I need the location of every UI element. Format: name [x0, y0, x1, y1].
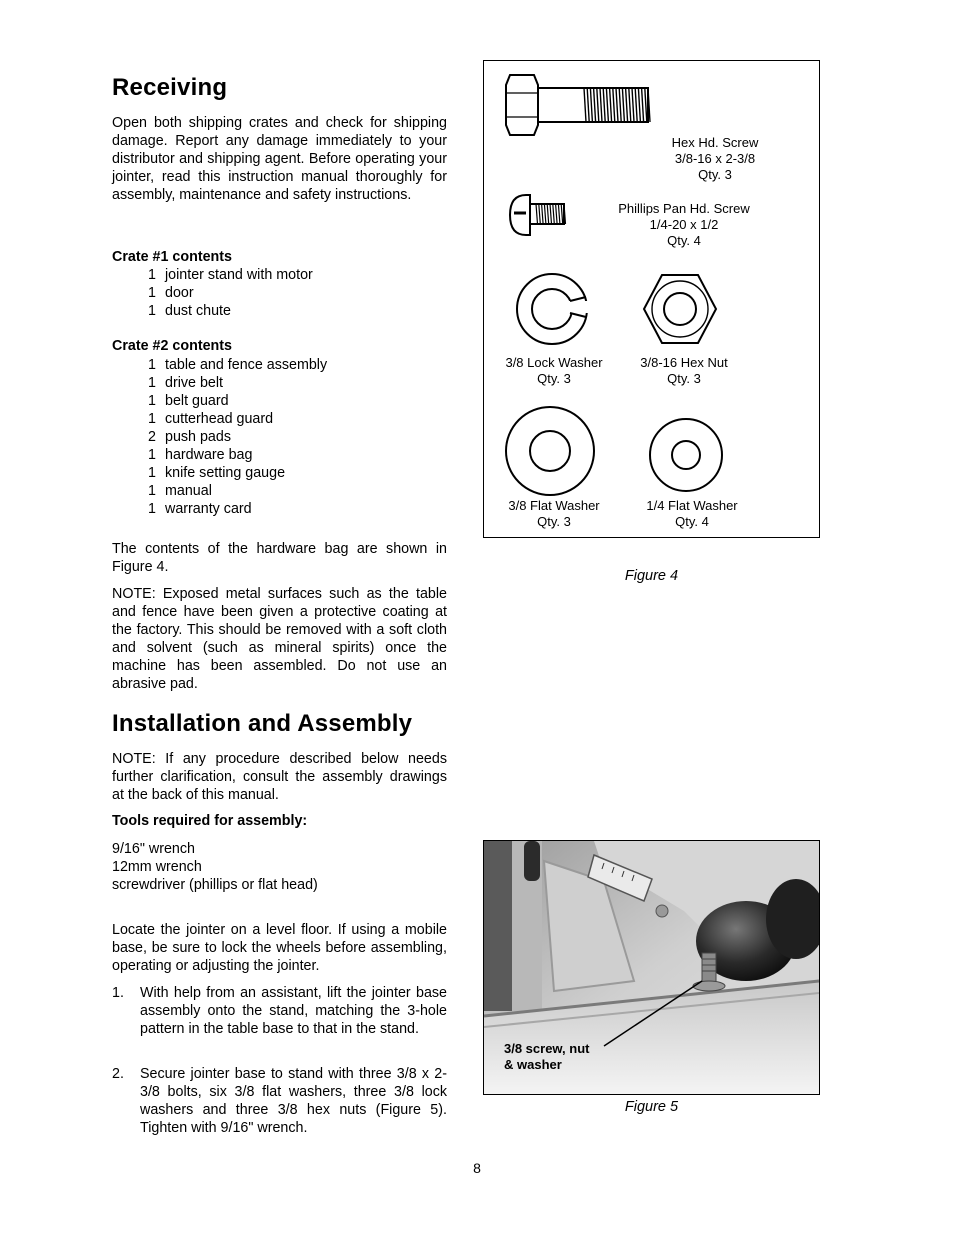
list-item: 1 hardware bag [148, 447, 253, 463]
phillips-pan-screw-icon [510, 195, 566, 235]
list-item: screwdriver (phillips or flat head) [112, 877, 318, 893]
figure-4 [483, 60, 820, 538]
flat-washer-38-label: 3/8 Flat Washer Qty. 3 [508, 498, 600, 529]
page-number: 8 [473, 1160, 481, 1176]
receiving-heading: Receiving [112, 74, 228, 101]
step-number: 2. [112, 1066, 124, 1082]
figure-4-caption: Figure 4 [624, 568, 679, 584]
coating-note: NOTE: Exposed metal surfaces such as the table and fence have been given a protective coating at the factory. This should be removed with a soft cloth and solvent (such as mineral spirits) once the machine has been assembled. Do not use an abrasive pad. [112, 586, 447, 692]
flat-washer-14-icon [650, 419, 722, 491]
figure-5 [483, 840, 820, 1095]
list-item: 1 manual [148, 483, 212, 499]
list-item: 1 belt guard [148, 393, 229, 409]
locate-paragraph: Locate the jointer on a level floor. If using a mobile base, be sure to lock the wheels before assembling, operating or adjusting the jointer. [112, 922, 447, 974]
list-item: 12mm wrench [112, 859, 202, 875]
step-1 [112, 984, 447, 1038]
list-item: 1 table and fence assembly [148, 357, 328, 373]
list-item: 9/16" wrench [112, 841, 195, 857]
list-item: 1 door [148, 285, 194, 301]
hardware-note: The contents of the hardware bag are shown in Figure 4. [112, 541, 447, 575]
list-item: 1 cutterhead guard [148, 411, 274, 427]
step-text: With help from an assistant, lift the jointer base assembly onto the stand, matching the 3-hole pattern in the table base to that in the stand. [140, 985, 447, 1037]
list-item: 1 drive belt [148, 375, 224, 391]
hex-head-screw-icon [506, 75, 650, 135]
lock-washer-label: 3/8 Lock Washer Qty. 3 [505, 355, 603, 386]
crate1-title: Crate #1 contents [112, 249, 232, 265]
crate1-list [148, 266, 313, 320]
installation-heading: Installation and Assembly [112, 710, 413, 737]
list-item: 1 warranty card [148, 501, 252, 517]
list-item: 1 dust chute [148, 303, 231, 319]
pan-screw-label: Phillips Pan Hd. Screw 1/4-20 x 1/2 Qty. 4 [618, 201, 750, 248]
flat-washer-38-icon [506, 407, 594, 495]
tools-list [112, 840, 318, 894]
lock-washer-icon [517, 274, 590, 344]
crate2-title: Crate #2 contents [112, 338, 232, 354]
step-2 [112, 1065, 447, 1137]
hardware-drawing [484, 61, 819, 537]
flat-washer-14-label: 1/4 Flat Washer Qty. 4 [646, 498, 738, 529]
step-number: 1. [112, 985, 124, 1001]
step-text: Secure jointer base to stand with three 3/8 x 2-3/8 bolts, six 3/8 flat washers, three 3/8 lock washers and three 3/8 hex nuts (Figure 5). Tighten with 9/16" wrench. [140, 1066, 447, 1136]
list-item: 1 knife setting gauge [148, 465, 286, 481]
installation-note: NOTE: If any procedure described below needs further clarification, consult the assembly drawings at the back of this manual. [112, 751, 447, 803]
tools-title: Tools required for assembly: [112, 813, 308, 829]
hex-nut-icon [644, 275, 716, 343]
hex-screw-label: Hex Hd. Screw 3/8-16 x 2-3/8 Qty. 3 [671, 135, 759, 182]
figure-5-callout: 3/8 screw, nut & washer [504, 1041, 590, 1072]
list-item: 1 jointer stand with motor [148, 267, 313, 283]
hex-nut-label: 3/8-16 Hex Nut Qty. 3 [640, 355, 728, 386]
figure-5-caption: Figure 5 [624, 1099, 679, 1115]
list-item: 2 push pads [148, 429, 231, 445]
receiving-intro: Open both shipping crates and check for shipping damage. Report any damage immediately to your distributor and shipping agent. Before operating your jointer, read this instruction manual thoroughly for assembly, maintenance and safety instructions. [112, 115, 447, 203]
crate2-list [148, 356, 327, 518]
